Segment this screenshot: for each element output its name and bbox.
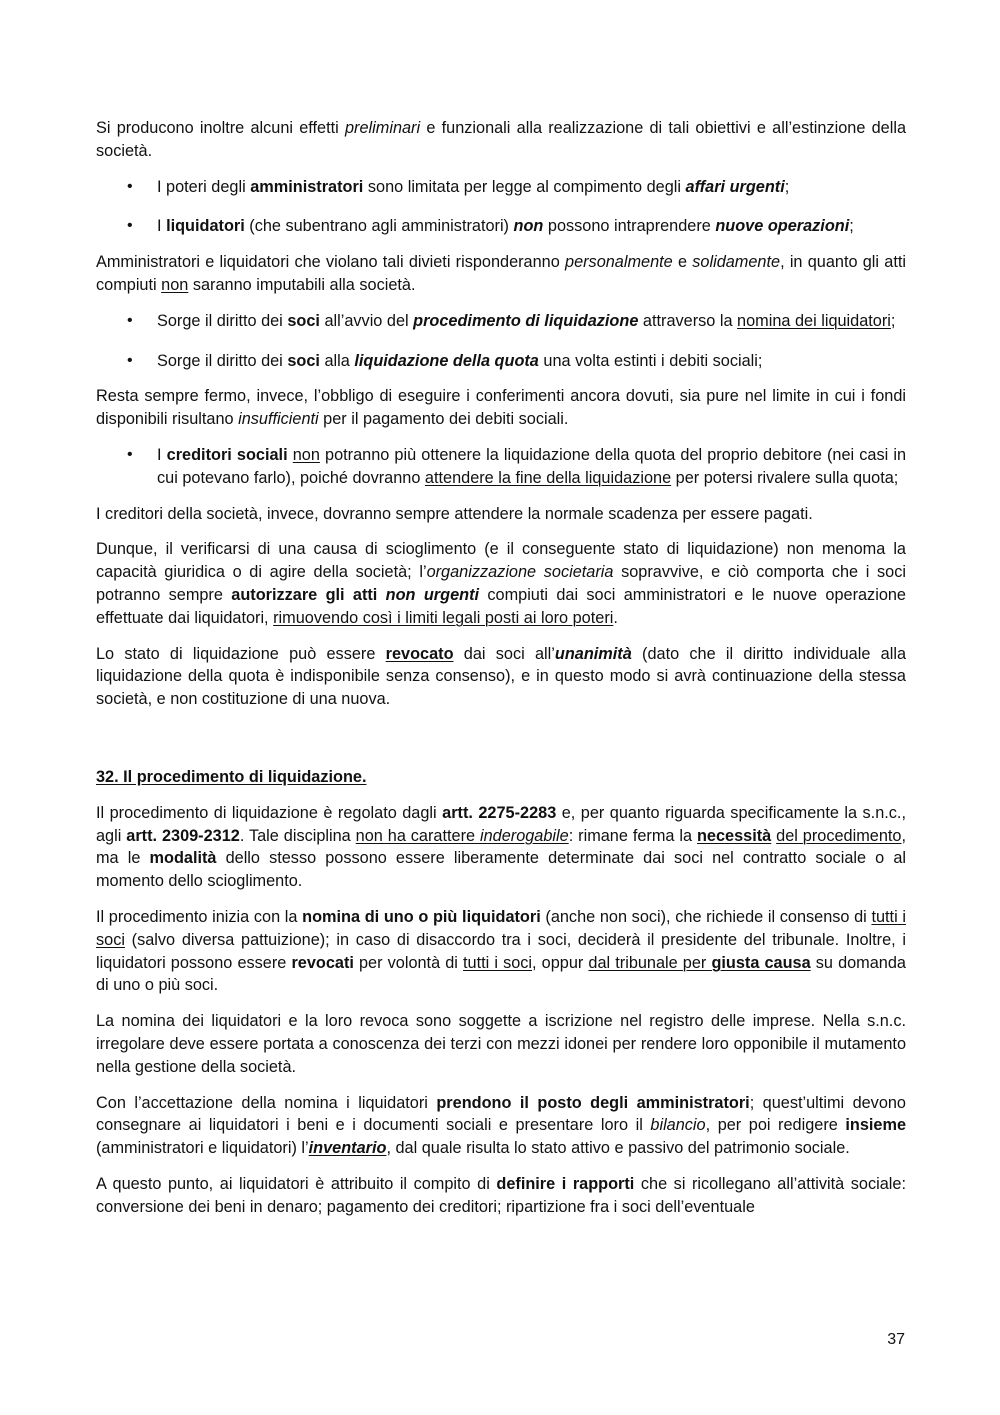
paragraph-tasks: A questo punto, ai liquidatori è attribuito il compito di definire i rapporti che si ricollegano all’attività sociale: conversione dei beni in denaro; pagamento dei creditori; ripartizione fra i soci dell’eventuale [96,1174,906,1216]
bullet-list-2 [96,310,906,373]
bullet-list-1 [96,176,906,239]
bullet-list-3 [96,444,906,490]
paragraph-regulation: Il procedimento di liquidazione è regolato dagli artt. 2275-2283 e, per quanto riguarda specificamente la s.n.c., agli artt. 2309-2312. Tale disciplina non ha carattere inderogabile: rimane ferma la necessità del procedimento, ma le modalità dello stesso possono essere liberamente determinate dai soci nel contratto sociale o al momento dello scioglimento. [96,803,906,891]
list-item: • Sorge il diritto dei soci all’avvio del procedimento di liquidazione attraverso la nomina dei liquidatori; [96,310,906,333]
section-heading: 32. Il procedimento di liquidazione. [96,767,367,786]
paragraph-revocation: Lo stato di liquidazione può essere revocato dai soci all’unanimità (dato che il diritto individuale alla liquidazione della quota è indisponibile senza consenso), e in questo modo si avrà continuazione della stessa società, e non costituzione di una nuova. [96,644,906,709]
paragraph-contributions: Resta sempre fermo, invece, l’obbligo di eseguire i conferimenti ancora dovuti, sia pure nel limite in cui i fondi disponibili risultano insufficienti per il pagamento dei debiti sociali. [96,387,906,429]
page-number: 37 [887,1331,905,1348]
list-item: • I liquidatori (che subentrano agli amministratori) non possono intraprendere nuove operazioni; [96,215,906,238]
paragraph-registration: La nomina dei liquidatori e la loro revoca sono soggette a iscrizione nel registro delle imprese. Nella s.n.c. irregolare deve essere portata a conoscenza dei terzi con mezzi idonei per rendere loro opponibile il mutamento nella gestione della società. [96,1012,906,1076]
list-item: • Sorge il diritto dei soci alla liquidazione della quota una volta estinti i debiti sociali; [96,350,906,373]
paragraph-acceptance: Con l’accettazione della nomina i liquidatori prendono il posto degli amministratori; quest’ultimi devono consegnare ai liquidatori i beni e i documenti sociali e presentare loro il bilancio, per poi redigere insieme (amministratori e liquidatori) l’inventario, dal quale risulta lo stato attivo e passivo del patrimonio sociale. [96,1093,906,1158]
document-page [96,117,906,1218]
paragraph-liability: Amministratori e liquidatori che violano tali divieti risponderanno personalmente e solidamente, in quanto gli atti compiuti non saranno imputabili alla società. [96,253,906,294]
paragraph-creditors: I creditori della società, invece, dovranno sempre attendere la normale scadenza per essere pagati. [96,504,813,523]
paragraph-appointment: Il procedimento inizia con la nomina di uno o più liquidatori (anche non soci), che richiede il consenso di tutti i soci (salvo diversa pattuizione); in caso di disaccordo tra i soci, deciderà il presidente del tribunale. Inoltre, i liquidatori possono essere revocati per volontà di tutti i soci, oppur dal tribunale per giusta causa su domanda di uno o più soci. [96,907,906,995]
paragraph-capacity: Dunque, il verificarsi di una causa di scioglimento (e il conseguente stato di liquidazione) non menoma la capacità giuridica o di agire della società; l’organizzazione societaria sopravvive, e ciò comporta che i soci potranno sempre autorizzare gli atti non urgenti compiuti dai soci amministratori e le nuove operazione effettuate dai liquidatori, rimuovendo così i limiti legali posti ai loro poteri. [96,540,906,627]
paragraph-preliminary-effects: Si producono inoltre alcuni effetti preliminari e funzionali alla realizzazione di tali obiettivi e all’estinzione della società. [96,119,907,160]
list-item: • I poteri degli amministratori sono limitata per legge al compimento degli affari urgenti; [96,176,906,199]
list-item: • I creditori sociali non potranno più ottenere la liquidazione della quota del proprio debitore (nei casi in cui potevano farlo), poiché dovranno attendere la fine della liquidazione per potersi rivalere sulla quota; [96,444,906,490]
